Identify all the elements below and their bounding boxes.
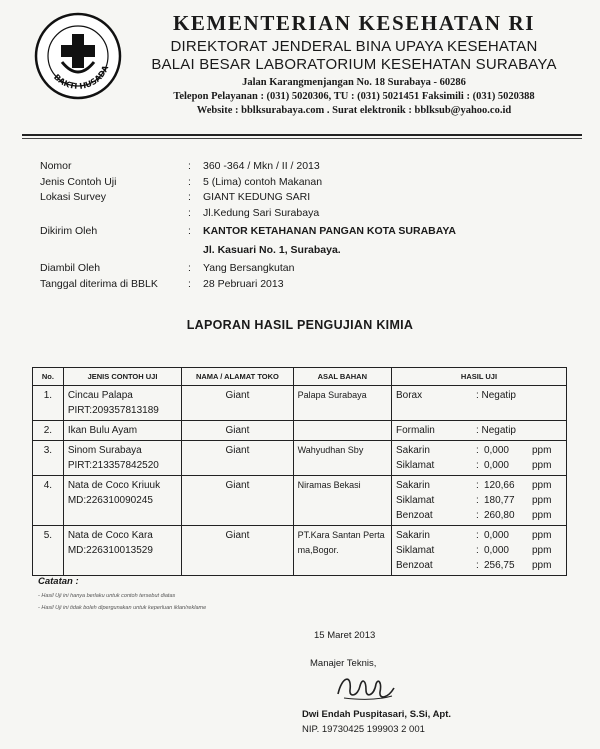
info-value: Yang Bersangkutan bbox=[203, 262, 295, 274]
cell-result bbox=[391, 441, 566, 476]
bakti-husada-logo bbox=[34, 12, 122, 100]
column-header-result: HASIL UJI bbox=[391, 368, 566, 386]
note-item: - Hasil Uji ini tidak boleh dipergunakan untuk keperluan iklan/reklame bbox=[38, 605, 207, 611]
result-line bbox=[396, 508, 562, 523]
result-line bbox=[396, 443, 562, 458]
info-value: 360 -364 / Mkn / II / 2013 bbox=[203, 160, 320, 172]
result-colon: : bbox=[475, 510, 479, 521]
cell-store: Giant bbox=[182, 441, 293, 476]
cell-sample bbox=[63, 526, 181, 576]
result-line bbox=[396, 528, 562, 543]
result-unit: ppm bbox=[531, 560, 552, 571]
result-line bbox=[396, 423, 562, 438]
result-colon: : bbox=[475, 480, 479, 491]
result-parameter: Siklamat bbox=[395, 495, 435, 506]
result-unit: ppm bbox=[531, 480, 552, 491]
ministry-name: KEMENTERIAN KESEHATAN RI bbox=[172, 11, 535, 35]
sample-name: Ikan Bulu Ayam bbox=[67, 425, 138, 436]
result-parameter: Sakarin bbox=[395, 445, 430, 456]
result-parameter: Borax bbox=[395, 390, 423, 401]
cell-no: 5. bbox=[33, 526, 64, 576]
result-colon: : bbox=[475, 530, 479, 541]
column-header-sample: JENIS CONTOH UJI bbox=[63, 368, 181, 386]
info-value: Jl. Kasuari No. 1, Surabaya. bbox=[203, 243, 341, 256]
sample-name: Nata de Coco Kriuuk bbox=[67, 480, 161, 491]
result-unit: ppm bbox=[531, 545, 552, 556]
notes bbox=[38, 576, 206, 614]
cell-store: Giant bbox=[182, 526, 293, 576]
result-colon: : bbox=[475, 460, 479, 471]
cell-origin: Palapa Surabaya bbox=[293, 386, 391, 421]
cell-store: Giant bbox=[182, 476, 293, 526]
info-label: Lokasi Survey bbox=[40, 191, 106, 203]
notes-title: Catatan : bbox=[38, 576, 79, 587]
cell-sample bbox=[63, 386, 181, 421]
table-row bbox=[33, 386, 567, 421]
info-colon: : bbox=[188, 191, 191, 203]
info-value: Jl.Kedung Sari Surabaya bbox=[203, 206, 320, 219]
cell-origin bbox=[293, 421, 391, 441]
result-parameter: Benzoat bbox=[395, 560, 433, 571]
cell-no: 1. bbox=[33, 386, 64, 421]
cell-store: Giant bbox=[182, 421, 293, 441]
info-value: KANTOR KETAHANAN PANGAN KOTA SURABAYA bbox=[203, 225, 456, 237]
result-value: : Negatip bbox=[475, 425, 516, 436]
logo-text: BAKTI HUSADA bbox=[51, 64, 111, 91]
info-colon: : bbox=[188, 206, 191, 219]
column-header-no: No. bbox=[33, 368, 64, 386]
info-colon: : bbox=[188, 277, 191, 290]
handwritten-signature bbox=[330, 670, 400, 704]
cell-no: 3. bbox=[33, 441, 64, 476]
cell-no: 2. bbox=[33, 421, 64, 441]
info-label: Nomor bbox=[40, 160, 72, 172]
result-unit: ppm bbox=[531, 510, 552, 521]
result-colon: : bbox=[475, 545, 479, 556]
sample-code: PIRT:213357842520 bbox=[67, 460, 159, 471]
institution-phones: Telepon Pelayanan : (031) 5020306, TU : (031) 5021451 Faksimili : (031) 5020388 bbox=[173, 91, 535, 102]
cell-result bbox=[391, 421, 566, 441]
result-parameter: Formalin bbox=[395, 425, 435, 436]
result-line bbox=[396, 543, 562, 558]
table-row bbox=[33, 421, 567, 441]
result-line bbox=[396, 558, 562, 573]
sample-name: Nata de Coco Kara bbox=[67, 530, 153, 541]
result-line bbox=[396, 458, 562, 473]
letterhead bbox=[130, 10, 578, 118]
cell-sample bbox=[63, 441, 181, 476]
info-colon: : bbox=[188, 225, 191, 237]
info-label: Tanggal diterima di BBLK bbox=[40, 277, 158, 290]
signatory-nip: NIP. 19730425 199903 2 001 bbox=[302, 724, 425, 735]
info-value: GIANT KEDUNG SARI bbox=[203, 191, 311, 203]
column-header-origin: ASAL BAHAN bbox=[293, 368, 391, 386]
table-row bbox=[33, 526, 567, 576]
result-colon: : bbox=[475, 560, 479, 571]
table-row bbox=[33, 441, 567, 476]
table-header-row bbox=[33, 368, 567, 386]
note-item: - Hasil Uji ini hanya berlaku untuk contoh tersebut diatas bbox=[38, 593, 176, 599]
result-line bbox=[396, 388, 562, 403]
cell-sample bbox=[63, 421, 181, 441]
info-label: Jenis Contoh Uji bbox=[40, 175, 117, 188]
sample-name: Cincau Palapa bbox=[67, 390, 133, 401]
result-line bbox=[396, 493, 562, 508]
institution-address: Jalan Karangmenjangan No. 18 Surabaya - 60286 bbox=[242, 77, 466, 88]
result-parameter: Sakarin bbox=[395, 530, 430, 541]
cell-origin: Niramas Bekasi bbox=[293, 476, 391, 526]
result-value: 0,000 bbox=[483, 460, 509, 471]
result-value: 0,000 bbox=[483, 530, 509, 541]
info-colon: : bbox=[188, 175, 191, 188]
cell-origin: PT.Kara Santan Perta ma,Bogor. bbox=[293, 526, 391, 576]
result-unit: ppm bbox=[531, 460, 552, 471]
result-parameter: Siklamat bbox=[395, 460, 435, 471]
info-colon: : bbox=[188, 262, 191, 274]
info-label: Diambil Oleh bbox=[40, 262, 101, 274]
report-title: LAPORAN HASIL PENGUJIAN KIMIA bbox=[186, 318, 414, 332]
result-unit: ppm bbox=[531, 445, 552, 456]
result-colon: : bbox=[475, 495, 479, 506]
cell-result bbox=[391, 386, 566, 421]
info-value: 28 Pebruari 2013 bbox=[203, 277, 284, 290]
institution-web: Website : bblksurabaya.com . Surat elektronik : bblksub@yahoo.co.id bbox=[196, 105, 512, 116]
result-unit: ppm bbox=[531, 495, 552, 506]
letterhead-divider bbox=[22, 134, 582, 136]
info-value: 5 (Lima) contoh Makanan bbox=[203, 175, 323, 188]
signature-role: Manajer Teknis, bbox=[310, 658, 377, 669]
cell-sample bbox=[63, 476, 181, 526]
cell-origin: Wahyudhan Sby bbox=[293, 441, 391, 476]
result-value: 0,000 bbox=[483, 445, 509, 456]
cell-result bbox=[391, 526, 566, 576]
sample-name: Sinom Surabaya bbox=[67, 445, 142, 456]
cell-no: 4. bbox=[33, 476, 64, 526]
institution-name: BALAI BESAR LABORATORIUM KESEHATAN SURABAYA bbox=[151, 56, 557, 73]
result-unit: ppm bbox=[531, 530, 552, 541]
table-row bbox=[33, 476, 567, 526]
signatory-name: Dwi Endah Puspitasari, S.Si, Apt. bbox=[302, 709, 452, 720]
result-line bbox=[396, 478, 562, 493]
cell-store: Giant bbox=[182, 386, 293, 421]
result-value: 120,66 bbox=[483, 480, 515, 491]
sample-code: MD:226310090245 bbox=[67, 495, 153, 506]
sample-code: PIRT:209357813189 bbox=[67, 405, 159, 416]
result-value: 260,80 bbox=[483, 510, 515, 521]
cell-result bbox=[391, 476, 566, 526]
result-value: : Negatip bbox=[475, 390, 516, 401]
result-parameter: Benzoat bbox=[395, 510, 433, 521]
result-value: 180,77 bbox=[483, 495, 515, 506]
sample-code: MD:226310013529 bbox=[67, 545, 153, 556]
letterhead-divider-thin bbox=[22, 138, 582, 139]
result-parameter: Sakarin bbox=[395, 480, 430, 491]
result-colon: : bbox=[475, 445, 479, 456]
signature-date: 15 Maret 2013 bbox=[314, 630, 376, 641]
result-value: 0,000 bbox=[483, 545, 509, 556]
column-header-store: NAMA / ALAMAT TOKO bbox=[182, 368, 293, 386]
directorate-name: DIREKTORAT JENDERAL BINA UPAYA KESEHATAN bbox=[170, 38, 538, 55]
info-label: Dikirim Oleh bbox=[40, 225, 98, 237]
result-value: 256,75 bbox=[483, 560, 515, 571]
result-parameter: Siklamat bbox=[395, 545, 435, 556]
info-colon: : bbox=[188, 160, 191, 172]
results-table bbox=[32, 367, 567, 576]
